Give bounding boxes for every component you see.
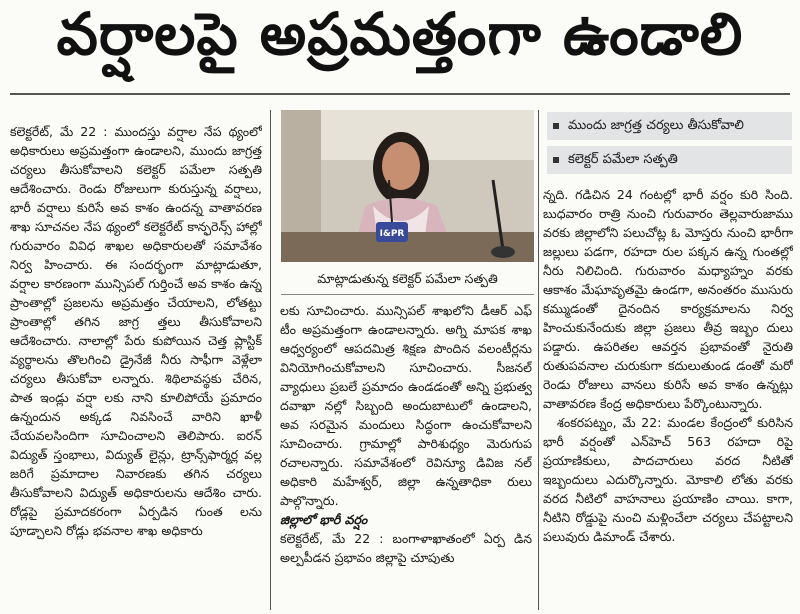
highlights-box xyxy=(547,112,792,180)
photo-illustration xyxy=(281,110,534,262)
article-column-2 xyxy=(280,301,532,612)
photo-caption: మాట్లాడుతున్న కలెక్టర్ పమేలా సత్పతి xyxy=(281,264,534,295)
article-body-3-para2: శంకరపట్నం, మే 22: మండల కేంద్రంలో కురిసిన భారీ వర్షంతో ఎన్‌హెచ్ 563 రహదా రిపై ప్రయాణికులు, పాదచారులు వరద నీటితో ఇబ్బందులు ఎదుర్కొన్నారు. మోకాలి లోతు వరకు వరద నీటిలో వాహనాలు ప్రయాణిం చాయి. కాగా, నీటిని రోడ్డుపై నుంచి మళ్లించేలా చర్యలు చేపట్టాలని పలువురు డిమాండ్ చేశారు. xyxy=(543,415,793,544)
article-body-2-tail: కలెక్టరేట్, మే 22 : బంగాళాఖాతంలో ఏర్ప డిన అల్పపీడన ప్రభావం జిల్లాపై చూపుతు xyxy=(280,531,532,565)
highlight-item xyxy=(547,146,792,174)
highlight-text: ముందు జాగ్రత్త చర్యలు తీసుకోవాలి xyxy=(568,118,744,133)
bullet-icon xyxy=(553,123,559,129)
column-divider-2 xyxy=(538,110,539,610)
collector-photo xyxy=(281,110,534,262)
article-body-3: న్నది. గడిచిన 24 గంటల్లో భారీ వర్షం కురి సింది. బుధవారం రాత్రి నుంచి గురువారం తెల్లవారుజాము వరకు జిల్లాలోని పలుచోట్ల ఓ మోస్తరు నుంచి భారీగా జల్లులు పడగా, రహదా రుల పక్కన ఉన్న గుంతల్లో నీరు నిలిచింది. గురువారం మధ్యాహ్నం వరకు ఆకాశం మేఘావృతమై ఉండగా, అనంతరం ముసురు కమ్ముడంతో దైనందిన కార్యక్రమాలను నిర్వ హించుకునేందుకు జిల్లా ప్రజలు తీవ్ర ఇబ్బం దులు పడ్డారు. ఉపరితల ఆవర్తన ప్రభావంతో నైరుతి రుతుపవనాల చురుకుగా కదులుతుండ డంతో మరో రెండు రోజులు వానలు కురిసే అవ కాశం ఉన్నట్లు వాతావరణ కేంద్ర అధికారులు పేర్కొంటున్నారు. xyxy=(543,187,793,411)
column-divider-1 xyxy=(270,110,271,610)
section-subhead: జిల్లాలో భారీ వర్షం xyxy=(280,512,368,527)
highlight-item xyxy=(547,112,792,140)
article-column-1 xyxy=(10,122,262,612)
article-column-3 xyxy=(543,185,793,612)
article-body-1: కలెక్టరేట్, మే 22 : ముందస్తు వర్షాల నేప థ్యంలో అధికారులు అప్రమత్తంగా ఉండాలని, ముందు జాగ్రత్త చర్యలు తీసుకోవాలని కలెక్టర్ పమేలా సత్పతి ఆదేశించారు. రెండు రోజులుగా కురుస్తున్న వర్షాలు, భారీ వర్షాలు కురిసే అవ కాశం ఉందన్న వాతావరణ శాఖ సూచనల నేప థ్యంలో కలెక్టరేట్ కాన్ఫరెన్స్ హాల్లో గురువారం వివిధ శాఖల అధికారులతో సమావేశం నిర్వ హించారు. ఈ సందర్భంగా మాట్లాడుతూ, వర్షాల కారణంగా మున్సిపల్ గుర్తించే అవ కాశం ఉన్న ప్రాంతాల్లో ప్రజలను అప్రమత్తం చేయాలని, లోతట్టు ప్రాంతాల్లో తగిన జాగ్ర త్తలు తీసుకోవాలని ఆదేశించారు. నాలాల్లో పేరు కుపోయిన చెత్త ప్లాస్టిక్ వ్యర్థాలను తొలగించి డ్రైనేజీ నీరు సాఫీగా వెళ్లేలా చర్యలు తీసుకోవా లన్నారు. శిథిలావస్థకు చేరిన, పాత ఇండ్లు వర్షా లకు నాని కూలిపోయే ప్రమాదం ఉన్నందున అక్కడ నివసించే వారిని ఖాళీ చేయవలసిందిగా సూచించాలని తెలిపారు. ఐరన్ విద్యుత్ స్తంభాలు, విద్యుత్ లైన్లు, ట్రాన్స్‌ఫార్మర్ల వల్ల జరిగే ప్రమాదాల నివారణకు తగిన చర్యలు తీసుకోవాలని విద్యుత్ అధికారులను ఆదేశిం చారు. రోడ్లపై ప్రమాదకరంగా ఏర్పడిన గుంత లను పూడ్చాలని రోడ్లు భవనాల శాఖ అధికారు xyxy=(10,124,262,538)
headline-rule xyxy=(10,93,790,95)
article-body-2: లకు సూచించారు. మున్సిపల్ శాఖలోని డీఆర్ ఎఫ్ టీం అప్రమత్తంగా ఉండాలన్నారు. అగ్ని మాపక శాఖ ఆధ్వర్యంలో ఆపదమిత్ర శిక్షణ పొందిన వలంటీర్లను వినియోగించుకోవాలని సూచించారు. సీజనల్ వ్యాధులు ప్రబలే ప్రమాదం ఉండడంతో అన్ని ప్రభుత్వ దవాఖా నల్లో సిబ్బంది అందుబాటులో ఉండాలని, అవ సరమైన మందులు సిద్ధంగా ఉంచుకోవాలని సూచించారు. గ్రామాల్లో పారిశుధ్యం మెరుగుప రచాలన్నారు. సమావేశంలో రెవిన్యూ డివిజ నల్ అధికారి మహేశ్వర్, జిల్లా ఉన్నతాధికా రులు పాల్గొన్నారు. xyxy=(280,303,532,508)
bullet-icon xyxy=(553,157,559,163)
headline: వర్షాలపై అప్రమత్తంగా ఉండాలి xyxy=(56,0,744,68)
mic-label: I&PR xyxy=(379,229,405,239)
highlight-text: కలెక్టర్ పమేలా సత్పతి xyxy=(568,152,678,167)
